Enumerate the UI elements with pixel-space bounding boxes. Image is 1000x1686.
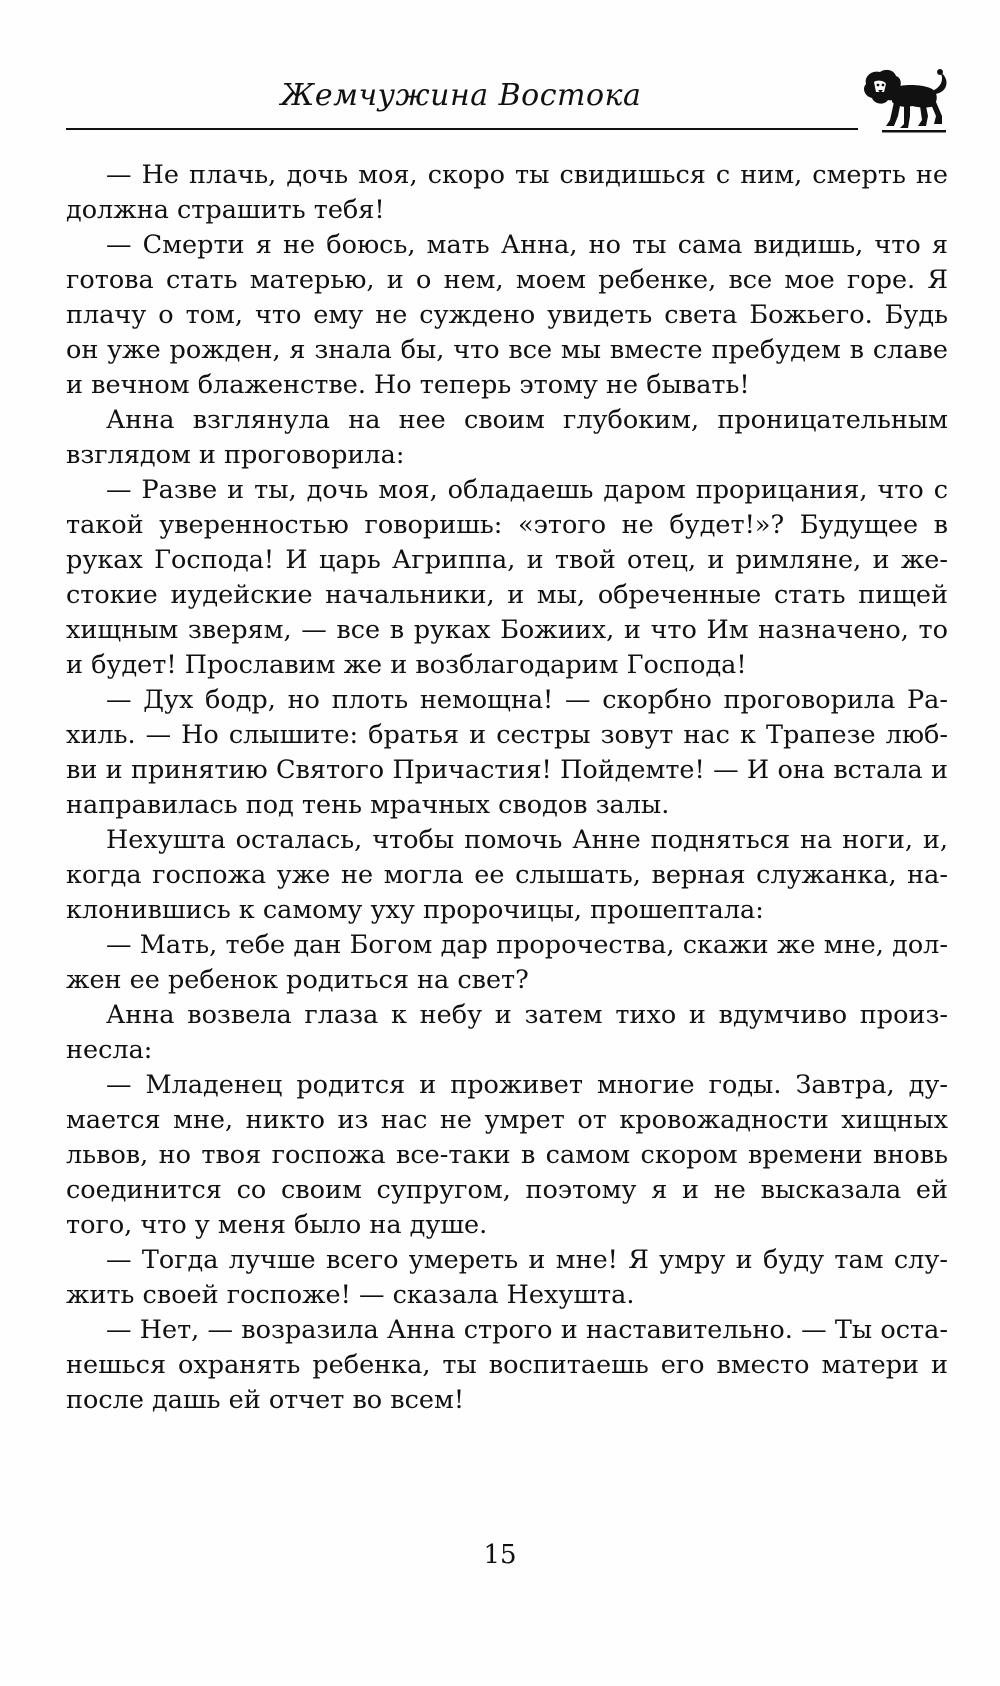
header-rule xyxy=(66,128,858,130)
page-number: 15 xyxy=(483,1540,517,1570)
body-text xyxy=(66,158,948,1418)
paragraph-6: Нехушта осталась, чтобы помочь Анне подняться на ноги, и, когда госпожа уже не могла ее слышать, верная служанка, наклонившись к самому уху пророчицы, прошептала: xyxy=(66,825,948,925)
paragraph-3: Анна взглянула на нее своим глубоким, проницательным взглядом и проговорила: xyxy=(66,405,948,470)
paragraph-2: — Смерти я не боюсь, мать Анна, но ты сама видишь, что я готова стать матерью, и о нем, моем ребенке, все мое горе. Я плачу о том, что ему не суждено увидеть света Божьего. Будь он уже рожден, я знала бы, что все мы вместе пребудем в славе и вечном блаженстве. Но теперь этому не бывать! xyxy=(66,230,948,400)
running-title: Жемчужина Востока xyxy=(280,78,642,113)
paragraph-7: — Мать, тебе дан Богом дар пророчества, скажи же мне, должен ее ребенок родиться на свет? xyxy=(66,930,948,995)
running-header xyxy=(66,66,946,136)
paragraph-10: — Тогда лучше всего умереть и мне! Я умру и буду там служить своей госпоже! — сказала Нехушта. xyxy=(66,1245,948,1310)
paragraph-11: — Нет, — возразила Анна строго и наставительно. — Ты останешься охранять ребенка, ты воспитаешь его вместо матери и после дашь ей отчет во всем! xyxy=(66,1315,948,1415)
paragraph-1: — Не плачь, дочь моя, скоро ты свидишься с ним, смерть не должна страшить тебя! xyxy=(66,160,948,225)
lion-icon xyxy=(858,66,950,138)
paragraph-4: — Разве и ты, дочь моя, обладаешь даром прорицания, что с такой уверенностью говоришь: «этого не будет!»? Будущее в руках Господа! И царь Агриппа, и твой отец, и римляне, и жестокие иудейские начальники, и мы, обреченные стать пищей хищным зверям, — все в руках Божиих, и что Им назначено, то и будет! Прославим же и возблагодарим Господа! xyxy=(66,475,948,680)
paragraph-9: — Младенец родится и проживет многие годы. Завтра, думается мне, никто из нас не умрет от кровожадности хищных львов, но твоя госпожа все-таки в самом скором времени вновь соединится со своим супругом, поэтому я и не высказала ей того, что у меня было на душе. xyxy=(66,1070,948,1240)
paragraph-8: Анна возвела глаза к небу и затем тихо и вдумчиво произнесла: xyxy=(66,1000,948,1065)
paragraph-5: — Дух бодр, но плоть немощна! — скорбно проговорила Рахиль. — Но слышите: братья и сестры зовут нас к Трапезе любви и принятию Святого Причастия! Пойдемте! — И она встала и направилась под тень мрачных сводов залы. xyxy=(66,685,948,820)
